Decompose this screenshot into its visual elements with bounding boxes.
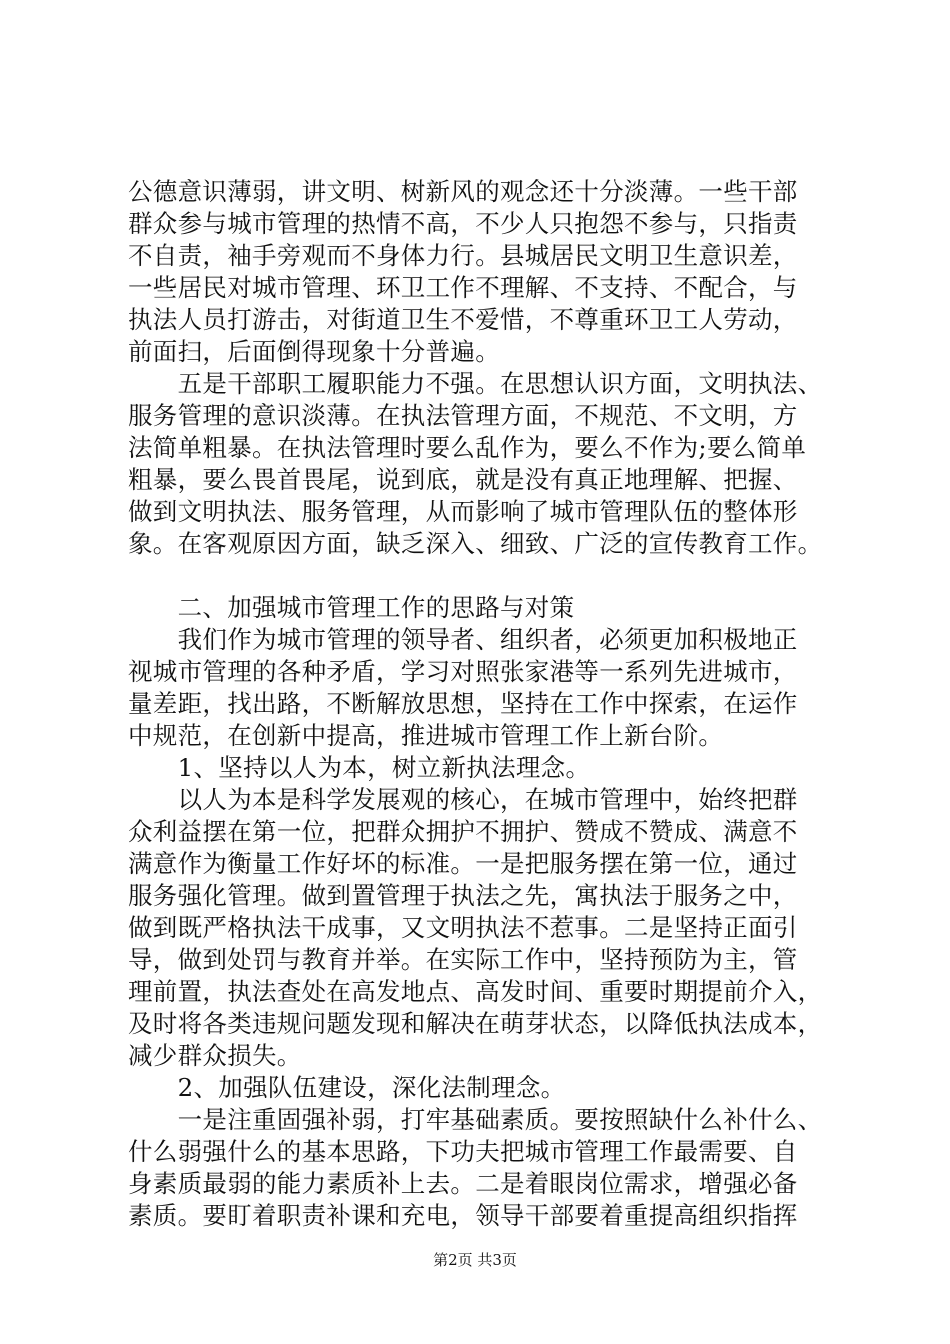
text-line: 满意作为衡量工作好坏的标准。一是把服务摆在第一位，通过 xyxy=(128,849,798,878)
text-line: 减少群众损失。 xyxy=(128,1041,302,1070)
text-line: 及时将各类违规问题发现和解决在萌芽状态，以降低执法成本， xyxy=(128,1009,823,1038)
text-line: 中规范，在创新中提高，推进城市管理工作上新台阶。 xyxy=(128,721,724,750)
text-line: 做到既严格执法干成事，又文明执法不惹事。二是坚持正面引 xyxy=(128,913,798,942)
text-line: 一些居民对城市管理、环卫工作不理解、不支持、不配合，与 xyxy=(128,273,798,302)
text-line: 服务管理的意识淡薄。在执法管理方面，不规范、不文明，方 xyxy=(128,401,798,430)
text-line: 公德意识薄弱，讲文明、树新风的观念还十分淡薄。一些干部 xyxy=(128,177,798,206)
text-line: 2、加强队伍建设，深化法制理念。 xyxy=(128,1073,566,1102)
text-line: 众利益摆在第一位，把群众拥护不拥护、赞成不赞成、满意不 xyxy=(128,817,798,846)
text-line: 前面扫，后面倒得现象十分普遍。 xyxy=(128,337,500,366)
text-line: 法简单粗暴。在执法管理时要么乱作为，要么不作为;要么简单 xyxy=(128,433,807,462)
text-line: 粗暴，要么畏首畏尾，说到底，就是没有真正地理解、把握、 xyxy=(128,465,798,494)
text-line: 视城市管理的各种矛盾，学习对照张家港等一系列先进城市， xyxy=(128,657,798,686)
page-footer: 第2页 共3页 xyxy=(433,1251,517,1269)
text-line: 象。在客观原因方面，缺乏深入、细致、广泛的宣传教育工作。 xyxy=(128,529,823,558)
text-line: 服务强化管理。做到置管理于执法之先，寓执法于服务之中， xyxy=(128,881,798,910)
paragraph-gap xyxy=(128,560,828,592)
text-line: 做到文明执法、服务管理，从而影响了城市管理队伍的整体形 xyxy=(128,497,798,526)
text-line: 我们作为城市管理的领导者、组织者，必须更加积极地正 xyxy=(128,625,798,654)
text-line: 五是干部职工履职能力不强。在思想认识方面，文明执法、 xyxy=(128,369,823,398)
text-line: 执法人员打游击，对街道卫生不爱惜，不尊重环卫工人劳动， xyxy=(128,305,798,334)
text-line: 身素质最弱的能力素质补上去。二是着眼岗位需求，增强必备 xyxy=(128,1169,798,1198)
text-line: 素质。要盯着职责补课和充电，领导干部要着重提高组织指挥 xyxy=(128,1201,798,1230)
text-line: 1、坚持以人为本，树立新执法理念。 xyxy=(128,753,591,782)
document-body xyxy=(128,176,828,1232)
text-line: 二、加强城市管理工作的思路与对策 xyxy=(128,593,575,622)
text-line: 以人为本是科学发展观的核心，在城市管理中，始终把群 xyxy=(128,785,798,814)
text-line: 不自责，袖手旁观而不身体力行。县城居民文明卫生意识差， xyxy=(128,241,798,270)
text-line: 群众参与城市管理的热情不高，不少人只抱怨不参与，只指责 xyxy=(128,209,798,238)
text-line: 导，做到处罚与教育并举。在实际工作中，坚持预防为主，管 xyxy=(128,945,798,974)
text-line: 理前置，执法查处在高发地点、高发时间、重要时期提前介入， xyxy=(128,977,823,1006)
text-line: 一是注重固强补弱，打牢基础素质。要按照缺什么补什么、 xyxy=(128,1105,823,1134)
text-line: 什么弱强什么的基本思路，下功夫把城市管理工作最需要、自 xyxy=(128,1137,798,1166)
text-line: 量差距，找出路，不断解放思想，坚持在工作中探索，在运作 xyxy=(128,689,798,718)
